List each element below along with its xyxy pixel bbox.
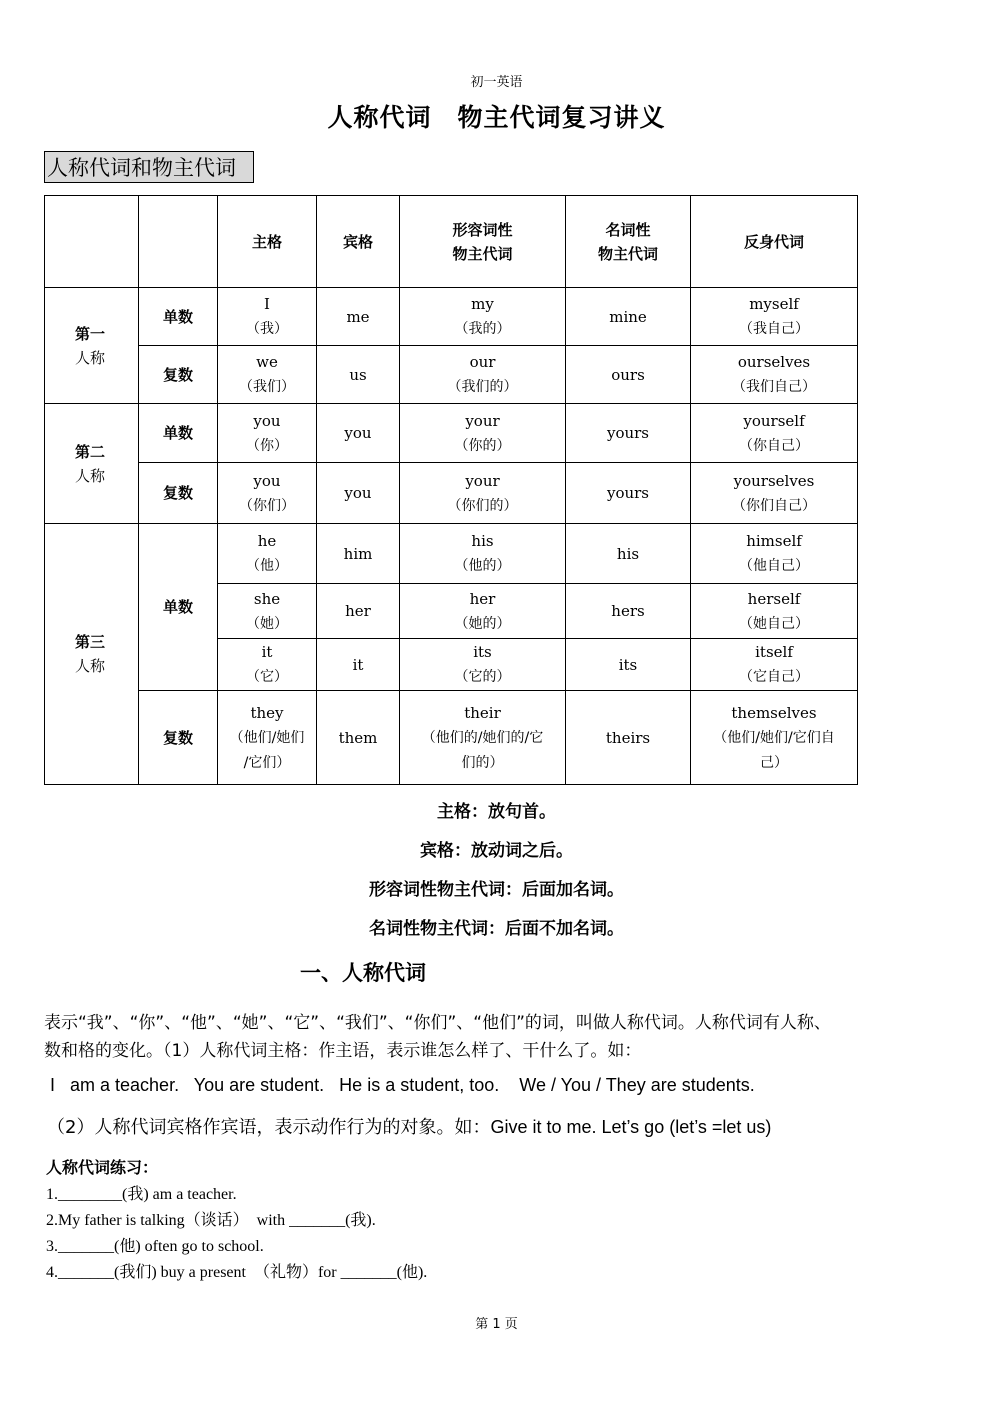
noun-possessive-cell <box>566 288 691 346</box>
table-row <box>45 463 858 524</box>
reflexive-cell <box>691 404 858 463</box>
object-case-en: her <box>345 602 371 620</box>
adj-possessive-en: our <box>469 353 496 371</box>
exercise-item: 3._______(他) often go to school. <box>46 1238 264 1255</box>
reflexive-cn: （他们/她们/它们自 己） <box>713 729 835 771</box>
subject-case-en: I <box>264 295 270 313</box>
number-label <box>139 524 218 691</box>
reflexive-cn: （你自己） <box>739 437 809 454</box>
person-label <box>45 404 139 524</box>
noun-possessive-cell <box>566 691 691 785</box>
reflexive-en: itself <box>755 643 793 661</box>
object-case-cell <box>317 404 400 463</box>
table-row <box>45 288 858 346</box>
noun-possessive-cell <box>566 346 691 404</box>
header-empty-cell <box>45 196 139 288</box>
adj-possessive-cell <box>400 288 566 346</box>
adj-possessive-cn: （我们的） <box>447 379 518 395</box>
column-header <box>218 196 317 288</box>
object-case-en: me <box>346 307 370 326</box>
subject-case-cn: （我） <box>246 321 288 337</box>
adj-possessive-cell <box>400 584 566 639</box>
rule-object: 宾格：放动词之后。 <box>420 841 573 861</box>
number-label <box>139 691 218 785</box>
person-label <box>45 288 139 404</box>
reflexive-cn: （他自己） <box>739 558 809 574</box>
column-header-text: 主格 <box>251 232 282 251</box>
subject-case-cell <box>218 346 317 404</box>
column-header-text: 宾格 <box>342 232 373 251</box>
column-header-text: 形容词性 物主代词 <box>452 220 513 263</box>
number-label-text: 单数 <box>162 307 193 326</box>
number-label <box>139 404 218 463</box>
table-row <box>45 691 858 785</box>
object-case-cell <box>317 524 400 584</box>
object-case-cell <box>317 584 400 639</box>
object-note-en: Give it to me. Let’s go (let’s =let us) <box>490 1117 772 1137</box>
noun-possessive-cell <box>566 524 691 584</box>
column-header-text: 反身代词 <box>743 232 804 251</box>
subject-case-en: you <box>253 471 281 490</box>
number-label <box>139 288 218 346</box>
person-label-rest: 人称 <box>75 466 106 485</box>
exercise-item: 2.My father is talking（谈话） with _______(我). <box>46 1212 376 1229</box>
subject-case-cn: （他们/她们 /它们） <box>229 729 305 771</box>
exercise-item: 4._______(我们) buy a present （礼物）for _______(他). <box>46 1264 428 1281</box>
subject-case-en: she <box>253 589 281 608</box>
adj-possessive-en: my <box>471 295 494 313</box>
noun-possessive-cell <box>566 463 691 524</box>
noun-possessive-en: yours <box>606 484 650 502</box>
exercise-title: 人称代词练习： <box>46 1158 159 1177</box>
exercise-item: 1.________(我) am a teacher. <box>46 1186 237 1203</box>
subject-case-cell <box>218 463 317 524</box>
person-label-bold: 第三 <box>75 633 106 651</box>
section-label: 人称代词和物主代词 <box>44 151 254 183</box>
reflexive-cell <box>691 463 858 524</box>
number-label <box>139 346 218 404</box>
object-case-en: you <box>344 484 372 502</box>
adj-possessive-en: your <box>465 411 500 430</box>
header-empty-cell <box>139 196 218 288</box>
adj-possessive-cn: （它的） <box>454 669 511 685</box>
page-title: 人称代词 物主代词复习讲义 <box>327 103 666 132</box>
object-case-cell <box>317 288 400 346</box>
number-label <box>139 463 218 524</box>
object-note <box>47 1113 771 1139</box>
section1-title: 一、人称代词 <box>300 961 426 985</box>
reflexive-en: ourselves <box>737 353 811 371</box>
reflexive-cell <box>691 584 858 639</box>
adj-possessive-cell <box>400 639 566 691</box>
object-case-cell <box>317 463 400 524</box>
noun-possessive-en: hers <box>611 602 645 620</box>
subject-case-cell <box>218 584 317 639</box>
noun-possessive-en: yours <box>606 424 650 442</box>
subject-case-cn: （它） <box>246 669 288 685</box>
adj-possessive-en: its <box>473 643 492 661</box>
person-label-bold: 第二 <box>75 442 106 461</box>
reflexive-cell <box>691 691 858 785</box>
table-row <box>45 404 858 463</box>
subject-case-cell <box>218 639 317 691</box>
subject-case-cell <box>218 524 317 584</box>
adj-possessive-cn: （我的） <box>454 321 511 337</box>
number-label-text: 复数 <box>162 728 193 747</box>
object-case-cell <box>317 639 400 691</box>
reflexive-cn: （我自己） <box>739 321 809 337</box>
subject-case-cell <box>218 404 317 463</box>
column-header <box>566 196 691 288</box>
object-case-en: him <box>343 544 373 563</box>
rule-adj-possessive: 形容词性物主代词：后面加名词。 <box>369 880 624 900</box>
noun-possessive-en: mine <box>609 307 647 326</box>
subject-case-cn: （我们） <box>239 379 295 395</box>
subject-case-cell <box>218 691 317 785</box>
adj-possessive-cell <box>400 691 566 785</box>
column-header-text: 名词性 物主代词 <box>597 220 658 263</box>
table-row <box>45 346 858 404</box>
rule-noun-possessive: 名词性物主代词：后面不加名词。 <box>369 919 624 939</box>
reflexive-cn: （我们自己） <box>732 379 816 395</box>
subject-case-en: he <box>257 532 277 550</box>
adj-possessive-en: their <box>464 703 501 722</box>
subject-case-en: you <box>253 411 281 430</box>
adj-possessive-en: your <box>465 471 500 490</box>
header-note: 初一英语 <box>470 75 523 90</box>
number-label-text: 复数 <box>162 484 193 502</box>
adj-possessive-cn: （他们的/她们的/它 们的） <box>421 729 544 771</box>
reflexive-cn: （它自己） <box>739 669 809 685</box>
reflexive-cell <box>691 639 858 691</box>
reflexive-cn: （你们自己） <box>732 497 816 514</box>
table-row <box>45 524 858 584</box>
reflexive-cn: （她自己） <box>739 615 809 632</box>
reflexive-en: yourself <box>743 411 805 430</box>
person-label <box>45 524 139 785</box>
object-case-cell <box>317 346 400 404</box>
adj-possessive-cn: （你们的） <box>447 497 518 514</box>
subject-case-cn: （她） <box>246 615 288 632</box>
noun-possessive-cell <box>566 584 691 639</box>
page-footer: 第 1 页 <box>475 1317 518 1332</box>
noun-possessive-en: its <box>618 655 638 674</box>
noun-possessive-en: ours <box>611 365 645 384</box>
subject-case-cn: （他） <box>246 558 288 574</box>
subject-case-en: we <box>256 353 278 371</box>
noun-possessive-en: his <box>616 544 640 563</box>
adj-possessive-en: his <box>471 532 494 550</box>
object-case-en: you <box>344 424 372 442</box>
adj-possessive-cell <box>400 346 566 404</box>
person-label-bold: 第一 <box>75 324 106 343</box>
reflexive-en: yourselves <box>733 471 815 490</box>
reflexive-en: themselves <box>731 703 817 722</box>
object-note-cn: （2）人称代词宾格作宾语，表示动作行为的对象。如： <box>47 1117 491 1138</box>
noun-possessive-en: theirs <box>605 728 651 747</box>
object-case-en: us <box>349 365 367 384</box>
intro-line-1: 表示“我”、“你”、“他”、“她”、“它”、“我们”、“你们”、“他们”的词，叫做人称代词。人称代词有人称、 <box>44 1013 831 1033</box>
number-label-text: 单数 <box>162 424 193 442</box>
adj-possessive-cn: （他的） <box>454 558 511 574</box>
intro-line-2: 数和格的变化。（1）人称代词主格：作主语，表示谁怎么样了、干什么了。如： <box>44 1041 642 1061</box>
adj-possessive-cn: （你的） <box>454 437 511 454</box>
person-label-rest: 人称 <box>75 657 106 675</box>
reflexive-cell <box>691 288 858 346</box>
pronoun-table <box>44 195 858 785</box>
adj-possessive-cell <box>400 463 566 524</box>
reflexive-en: myself <box>749 295 799 313</box>
object-case-en: them <box>338 728 378 747</box>
column-header <box>317 196 400 288</box>
reflexive-cell <box>691 346 858 404</box>
rule-subject: 主格：放句首。 <box>437 802 556 822</box>
subject-case-en: it <box>261 643 273 661</box>
subject-case-cn: （你） <box>246 437 288 454</box>
adj-possessive-en: her <box>469 589 496 608</box>
object-case-cell <box>317 691 400 785</box>
adj-possessive-cell <box>400 524 566 584</box>
reflexive-en: himself <box>746 532 802 550</box>
noun-possessive-cell <box>566 639 691 691</box>
number-label-text: 单数 <box>162 598 193 616</box>
reflexive-en: herself <box>747 589 801 608</box>
table-header-row <box>45 196 858 288</box>
reflexive-cell <box>691 524 858 584</box>
object-case-en: it <box>352 655 364 674</box>
column-header <box>691 196 858 288</box>
column-header <box>400 196 566 288</box>
adj-possessive-cn: （她的） <box>454 615 511 632</box>
subject-case-cn: （你们） <box>239 497 295 514</box>
subject-case-en: they <box>250 703 284 722</box>
noun-possessive-cell <box>566 404 691 463</box>
adj-possessive-cell <box>400 404 566 463</box>
subject-examples: I am a teacher. You are student. He is a student, too. We / You / They are students. <box>50 1075 755 1095</box>
number-label-text: 复数 <box>162 365 193 384</box>
person-label-rest: 人称 <box>75 348 106 367</box>
subject-case-cell <box>218 288 317 346</box>
